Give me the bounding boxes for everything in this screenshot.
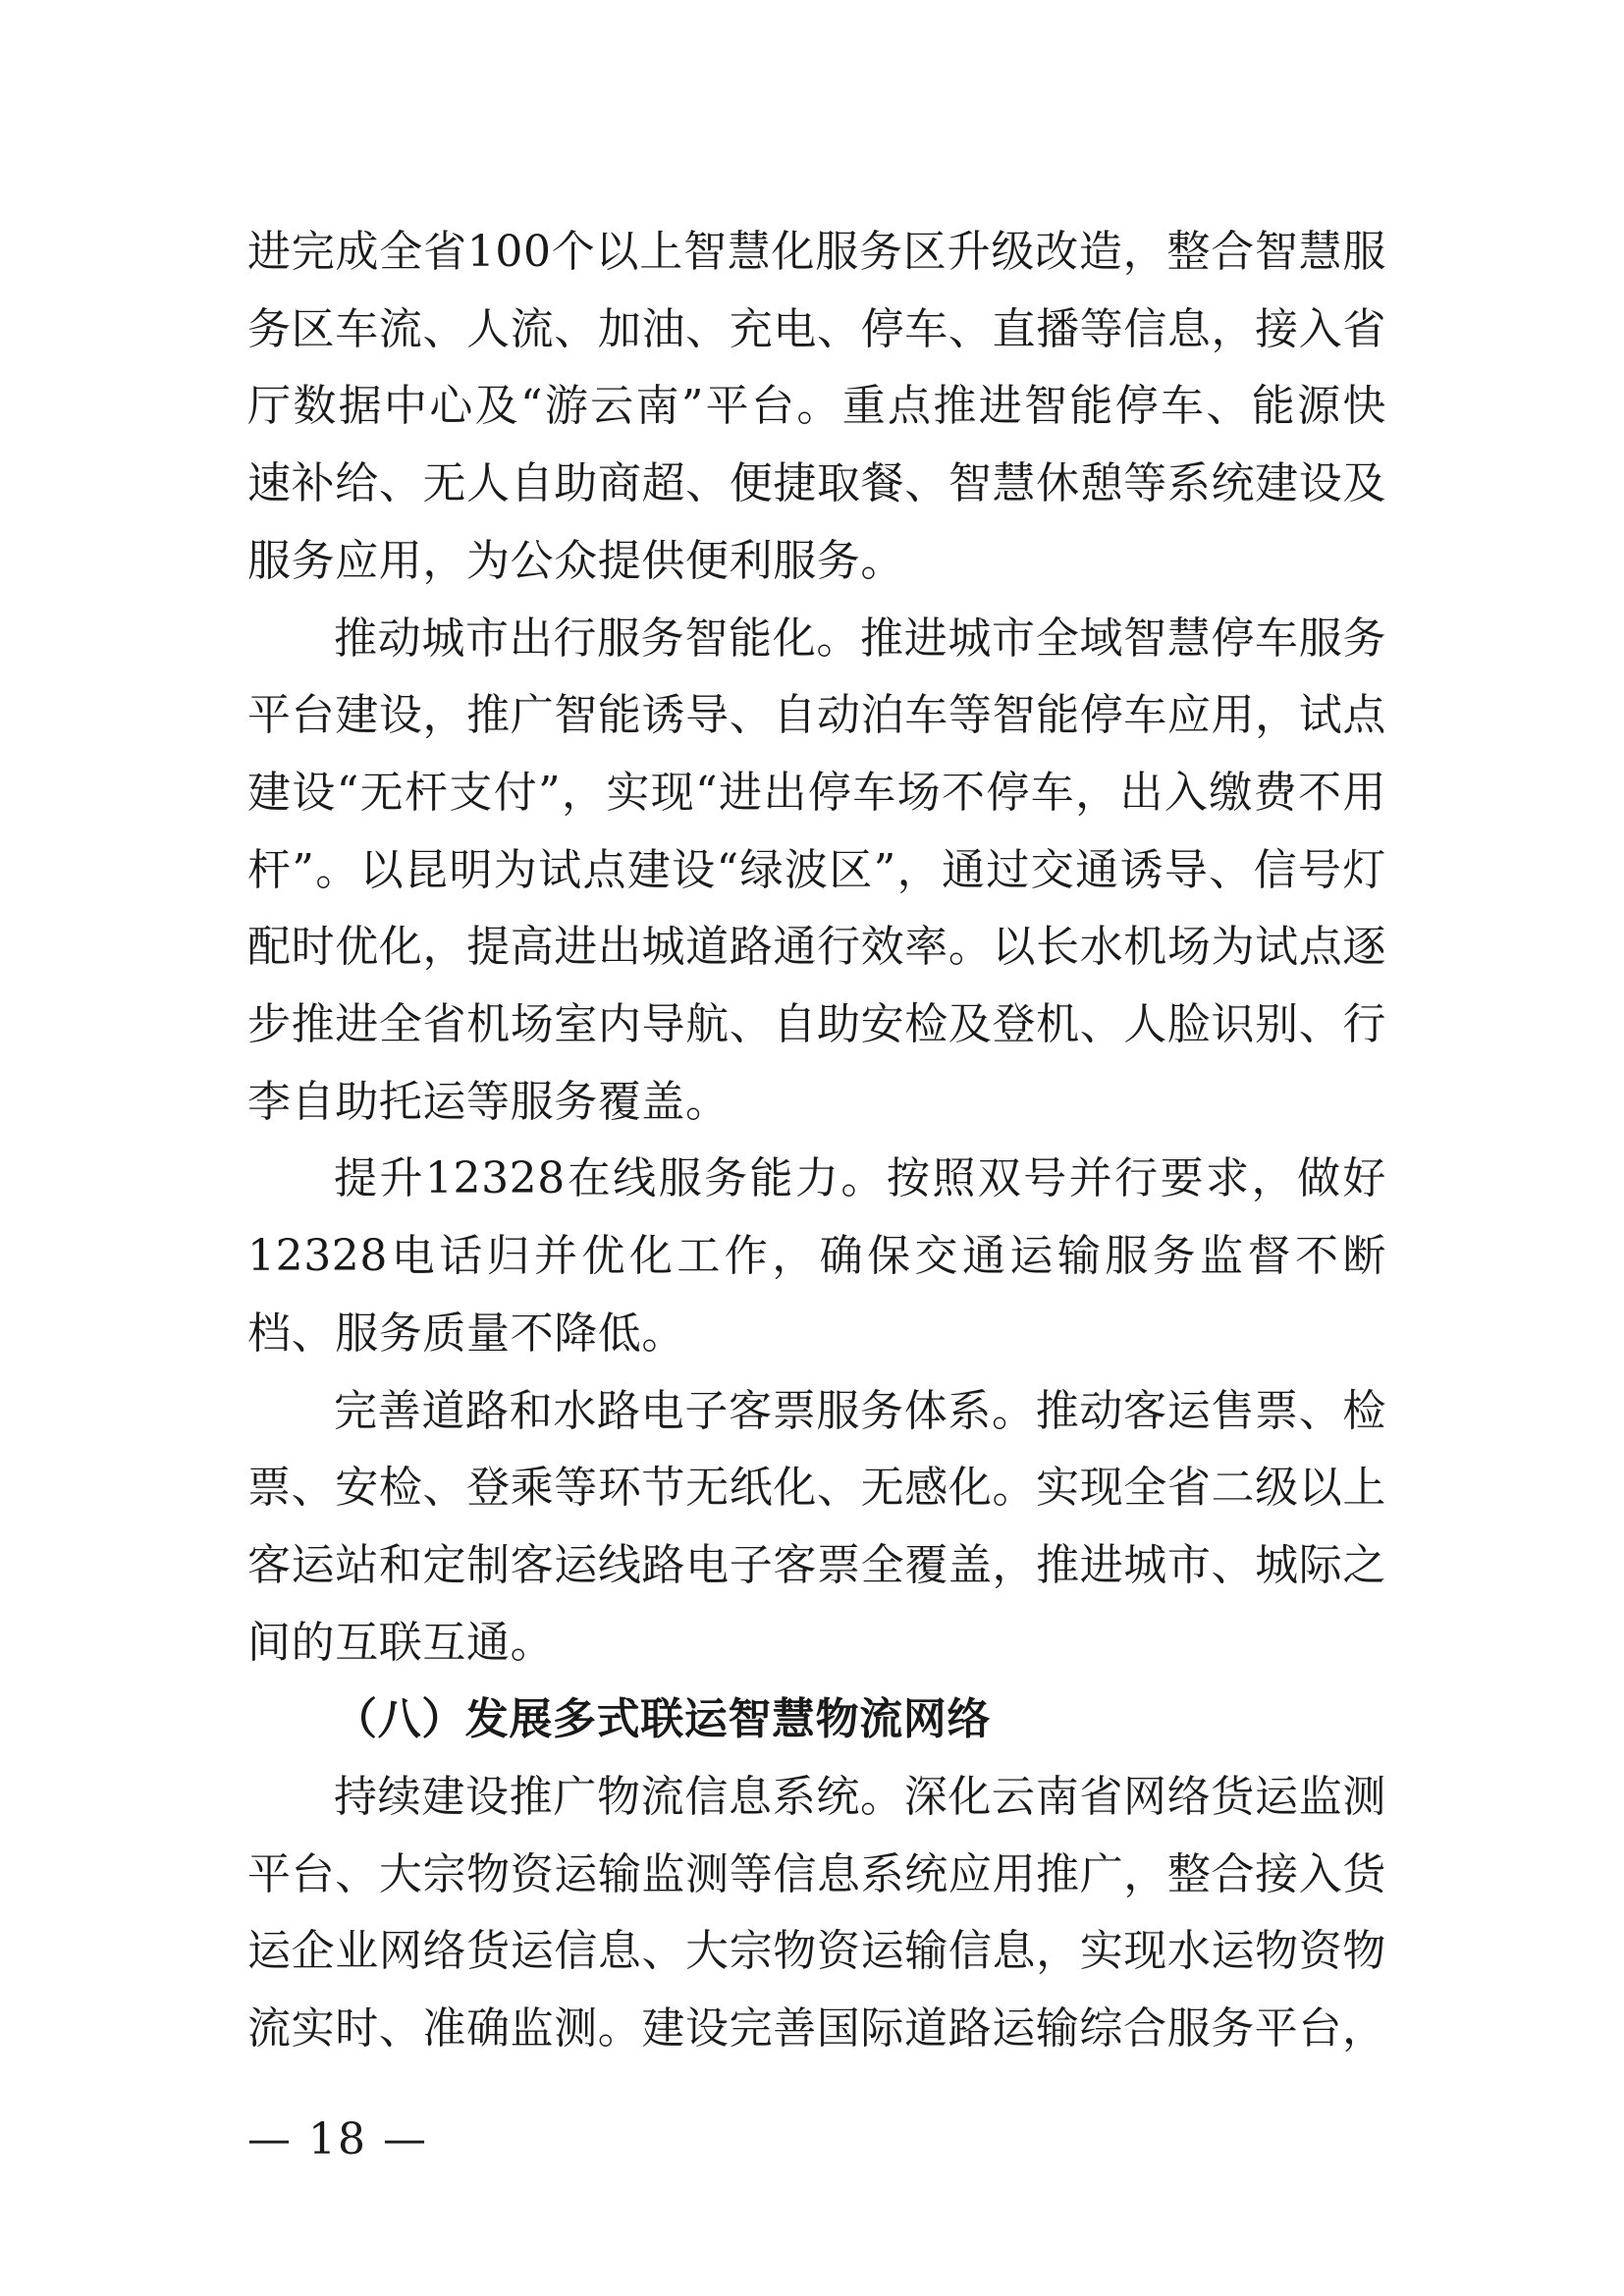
- paragraph-12328-service: 提升12328在线服务能力。按照双号并行要求，做好12328电话归并优化工作，确保交通运输服务监督不断档、服务质量不降低。: [247, 1153, 1386, 1359]
- paragraph-logistics: 持续建设推广物流信息系统。深化云南省网络货运监测平台、大宗物资运输监测等信息系统应用推广，整合接入货运企业网络货运信息、大宗物资运输信息，实现水运物资物流实时、准确监测。建设完善国际道路运输综合服务平台，: [247, 1772, 1386, 2055]
- section-heading: （八）发展多式联运智慧物流网络: [334, 1694, 991, 1745]
- document-body: [247, 214, 1386, 2068]
- paragraph-city-travel: 推动城市出行服务智能化。推进城市全域智慧停车服务平台建设，推广智能诱导、自动泊车等智能停车应用，试点建设“无杆支付”，实现“进出停车场不停车，出入缴费不用杆”。以昆明为试点建设“绿波区”，通过交通诱导、信号灯配时优化，提高进出城道路通行效率。以长水机场为试点逐步推进全省机场室内导航、自助安检及登机、人脸识别、行李自助托运等服务覆盖。: [247, 613, 1386, 1127]
- page-number: — 18 —: [247, 2114, 428, 2164]
- paragraph-e-ticket: 完善道路和水路电子客票服务体系。推动客运售票、检票、安检、登乘等环节无纸化、无感化。实现全省二级以上客运站和定制客运线路电子客票全覆盖，推进城市、城际之间的互联互通。: [247, 1385, 1386, 1668]
- paragraph-continued: 进完成全省100个以上智慧化服务区升级改造，整合智慧服务区车流、人流、加油、充电、停车、直播等信息，接入省厅数据中心及“游云南”平台。重点推进智能停车、能源快速补给、无人自助商超、便捷取餐、智慧休憩等系统建设及服务应用，为公众提供便利服务。: [247, 227, 1386, 586]
